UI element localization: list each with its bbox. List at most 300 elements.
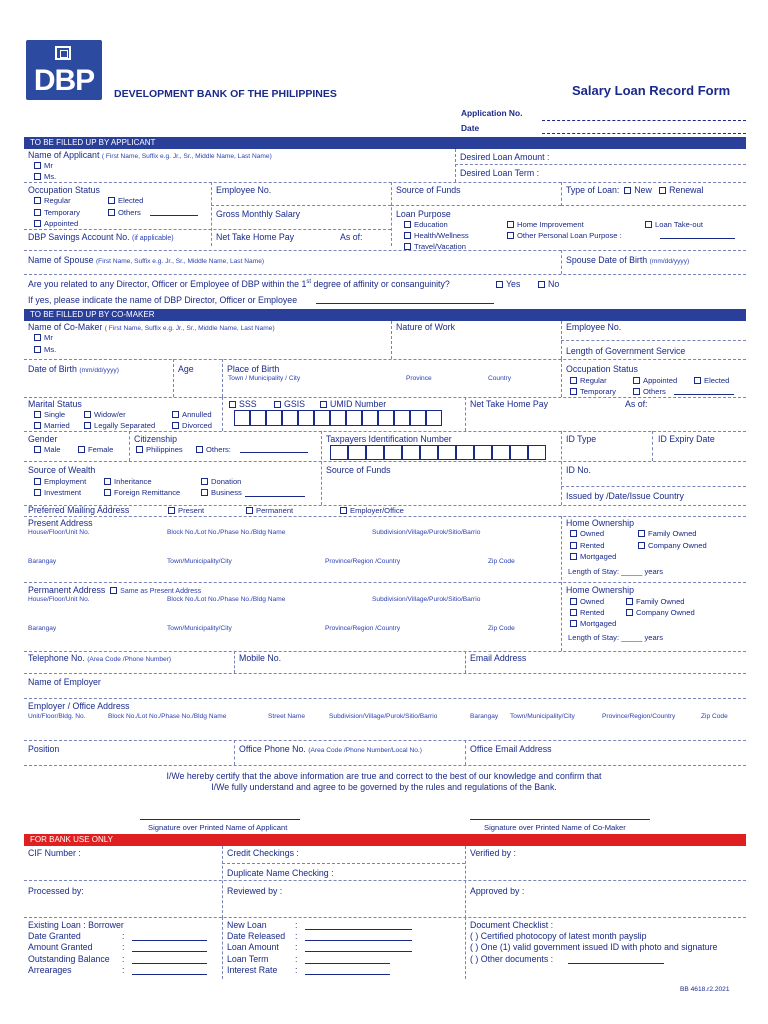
- checkbox-icon[interactable]: [84, 411, 91, 418]
- divider: [391, 182, 392, 246]
- checkbox-icon[interactable]: [633, 377, 640, 384]
- female-option[interactable]: [78, 445, 113, 454]
- divorced-label: Divorced: [182, 421, 212, 430]
- digit-box[interactable]: [438, 445, 456, 460]
- citizenship-others-label: Others:: [206, 445, 231, 454]
- present-label: Present: [178, 506, 205, 515]
- divorced-option[interactable]: [172, 421, 212, 430]
- divider: [391, 321, 392, 359]
- desired-term-label: Desired Loan Term :: [460, 168, 540, 178]
- amount-granted-field[interactable]: [132, 951, 207, 952]
- family-owned-option[interactable]: [638, 529, 697, 538]
- colon: :: [122, 965, 125, 975]
- checkbox-icon[interactable]: [507, 221, 514, 228]
- digit-box[interactable]: [492, 445, 510, 460]
- checkbox-icon[interactable]: [404, 232, 411, 239]
- company-owned-option[interactable]: [638, 541, 707, 550]
- id-type-label: ID Type: [566, 434, 597, 444]
- digit-box[interactable]: [420, 445, 438, 460]
- widower-option[interactable]: [84, 410, 126, 419]
- digit-box[interactable]: [384, 445, 402, 460]
- digit-box[interactable]: [298, 410, 314, 426]
- others-option[interactable]: [108, 208, 141, 217]
- digit-box[interactable]: [250, 410, 266, 426]
- checkbox-icon[interactable]: [196, 446, 203, 453]
- length-service-label: Length of Government Service: [566, 346, 686, 356]
- company-owned-label: Company Owned: [636, 608, 695, 617]
- comaker-mr-option[interactable]: [34, 333, 53, 342]
- divider: [24, 461, 746, 462]
- home-ownership-label: Home Ownership: [566, 518, 634, 528]
- new-loan-field[interactable]: [305, 929, 412, 930]
- checkbox-icon[interactable]: [694, 377, 701, 384]
- digit-box[interactable]: [234, 410, 250, 426]
- colon: :: [122, 942, 125, 952]
- applicant-ms-option[interactable]: [34, 172, 56, 181]
- country-hint: Country: [488, 375, 512, 382]
- checkbox-icon[interactable]: [507, 232, 514, 239]
- company-owned-label: Company Owned: [648, 541, 707, 550]
- dbp-officer-name-field[interactable]: [316, 303, 494, 304]
- elected-label: Elected: [704, 376, 730, 385]
- health-option[interactable]: [404, 231, 469, 240]
- digit-box[interactable]: [366, 445, 384, 460]
- digit-box[interactable]: [456, 445, 474, 460]
- divider: [465, 917, 466, 979]
- divider: [24, 880, 746, 881]
- zip-hint: Zip Code: [488, 558, 515, 565]
- business-option[interactable]: [201, 488, 242, 497]
- if-yes-label: If yes, please indicate the name of DBP Director, Officer or Employee: [28, 295, 298, 305]
- certify-line-2: I/We fully understand and agree to be governed by the rules and regulations of the Bank.: [211, 782, 557, 792]
- umid-option[interactable]: [320, 399, 386, 409]
- checkbox-icon[interactable]: [645, 221, 652, 228]
- gender-label: Gender: [28, 434, 58, 444]
- form-title: Salary Loan Record Form: [572, 83, 731, 98]
- comaker-dob-hint: (mm/dd/yyyy): [79, 367, 119, 374]
- employer-address-label: Employer / Office Address: [28, 701, 130, 711]
- divider: [561, 516, 562, 651]
- applicant-signature-line[interactable]: [140, 819, 300, 820]
- checkbox-icon[interactable]: [34, 446, 41, 453]
- comaker-section-bar: TO BE FILLED UP BY CO-MAKER: [24, 309, 746, 321]
- checkbox-icon[interactable]: [172, 411, 179, 418]
- gsis-label: GSIS: [284, 399, 306, 409]
- investment-label: Investment: [44, 488, 82, 497]
- cif-label: CIF Number :: [28, 848, 81, 858]
- digit-box[interactable]: [378, 410, 394, 426]
- comaker-net-take-home-label: Net Take Home Pay: [470, 399, 549, 409]
- checkbox-icon[interactable]: [168, 507, 175, 514]
- divider: [465, 651, 466, 673]
- digit-box[interactable]: [410, 410, 426, 426]
- owned-option-2[interactable]: [570, 597, 604, 606]
- divider: [222, 846, 223, 918]
- if-applicable-hint: (if applicable): [132, 235, 174, 242]
- male-option[interactable]: [34, 445, 60, 454]
- checkbox-icon[interactable]: [110, 587, 117, 594]
- digit-box[interactable]: [426, 410, 442, 426]
- office-phone-label: [239, 744, 422, 754]
- elected-option[interactable]: [108, 196, 143, 205]
- divider: [24, 229, 391, 230]
- town-city-hint: Town/Municipality/City: [167, 625, 232, 632]
- digit-box[interactable]: [330, 410, 346, 426]
- female-label: Female: [88, 445, 114, 454]
- digit-box[interactable]: [402, 445, 420, 460]
- divider: [24, 359, 746, 360]
- checkbox-icon[interactable]: [34, 346, 41, 353]
- arrearages-label: Arrearages: [28, 965, 72, 975]
- colon: :: [295, 954, 298, 964]
- type-of-loan-label: [566, 185, 703, 195]
- investment-option[interactable]: [34, 488, 81, 497]
- divider: [561, 250, 562, 274]
- ms-label: Ms.: [44, 345, 57, 354]
- health-label: Health/Wellness: [414, 231, 469, 240]
- dbp-logo: [26, 40, 102, 100]
- checkbox-icon[interactable]: [34, 489, 41, 496]
- digit-box[interactable]: [282, 410, 298, 426]
- single-option[interactable]: [34, 410, 65, 419]
- barangay-hint-2: Barangay: [470, 713, 499, 720]
- divider: [222, 863, 465, 864]
- digit-box[interactable]: [330, 445, 348, 460]
- mortgaged-option[interactable]: [570, 552, 616, 561]
- new-loan-label: New Loan: [227, 920, 267, 930]
- checkbox-icon[interactable]: [172, 422, 179, 429]
- comaker-temporary-option[interactable]: [570, 387, 616, 396]
- digit-box[interactable]: [510, 445, 528, 460]
- divider: [652, 431, 653, 461]
- travel-label: Travel/Vacation: [414, 242, 466, 251]
- divider: [465, 846, 466, 918]
- owned-label: Owned: [580, 529, 605, 538]
- employer-name-label: Name of Employer: [28, 677, 101, 687]
- checkbox-icon[interactable]: [136, 446, 143, 453]
- loan-amount-field[interactable]: [305, 951, 412, 952]
- other-documents-field[interactable]: [568, 963, 664, 964]
- arrearages-field[interactable]: [132, 974, 207, 975]
- applicant-name-label: [28, 150, 272, 160]
- checkbox-icon[interactable]: [570, 542, 577, 549]
- date-granted-field[interactable]: [132, 940, 207, 941]
- appointed-label: Appointed: [44, 219, 79, 228]
- digit-box[interactable]: [362, 410, 378, 426]
- checkbox-icon[interactable]: [570, 598, 577, 605]
- citizenship-label: Citizenship: [134, 434, 178, 444]
- loan-term-field[interactable]: [305, 963, 390, 964]
- divider: [455, 149, 456, 182]
- divider: [24, 431, 746, 432]
- digit-box[interactable]: [314, 410, 330, 426]
- date-released-field[interactable]: [305, 940, 412, 941]
- checkbox-icon[interactable]: [34, 173, 41, 180]
- comaker-others-field[interactable]: [674, 394, 734, 395]
- house-hint: House/Floor/Unit No.: [28, 529, 90, 536]
- sss-option[interactable]: [229, 399, 257, 409]
- foreign-remittance-label: Foreign Remittance: [114, 488, 181, 497]
- mr-label: Mr: [44, 333, 53, 342]
- office-email-label: Office Email Address: [470, 744, 552, 754]
- street-hint: Street Name: [268, 713, 306, 720]
- checkbox-icon[interactable]: [34, 162, 41, 169]
- checkbox-icon[interactable]: [570, 377, 577, 384]
- other-personal-field[interactable]: [660, 238, 735, 239]
- office-phone-hint: (Area Code /Phone Number/Local No.): [308, 747, 422, 754]
- application-no-field[interactable]: [542, 120, 746, 121]
- related-yes-option[interactable]: [496, 279, 520, 289]
- digit-box[interactable]: [346, 410, 362, 426]
- digit-box[interactable]: [528, 445, 546, 460]
- temporary-option[interactable]: [34, 208, 80, 217]
- checkbox-icon[interactable]: [104, 489, 111, 496]
- mortgaged-label: Mortgaged: [580, 552, 617, 561]
- doc-payslip-item[interactable]: ( ) Certified photocopy of latest month payslip: [470, 931, 647, 941]
- owned-option[interactable]: [570, 529, 604, 538]
- unit-floor-hint: Unit/Floor/Bldg. No.: [28, 713, 86, 720]
- comaker-ms-option[interactable]: [34, 345, 56, 354]
- umid-label: UMID Number: [330, 399, 387, 409]
- male-label: Male: [44, 445, 61, 454]
- home-improvement-option[interactable]: [507, 220, 584, 229]
- appointed-label: Appointed: [643, 376, 678, 385]
- annulled-label: Annulled: [182, 410, 212, 419]
- digit-box[interactable]: [474, 445, 492, 460]
- comaker-occupation-label: Occupation Status: [566, 364, 638, 374]
- related-question-text: Are you related to any Director, Officer or Employee of DBP within the 1: [28, 279, 307, 289]
- related-no-option[interactable]: [538, 279, 559, 289]
- interest-rate-label: Interest Rate: [227, 965, 278, 975]
- family-owned-option-2[interactable]: [626, 597, 685, 606]
- checkbox-icon[interactable]: [570, 553, 577, 560]
- doc-other-item[interactable]: ( ) Other documents :: [470, 954, 554, 964]
- loan-takeout-option[interactable]: [645, 220, 703, 229]
- checkbox-icon[interactable]: [78, 446, 85, 453]
- checkbox-icon[interactable]: [633, 388, 640, 395]
- employee-no-label: Employee No.: [216, 185, 272, 195]
- donation-label: Donation: [211, 477, 242, 486]
- mailing-label: Preferred Mailing Address: [28, 505, 130, 515]
- colon: :: [122, 954, 125, 964]
- checkbox-icon[interactable]: [496, 281, 503, 288]
- others-label: Others: [643, 387, 666, 396]
- colon: :: [295, 920, 298, 930]
- divider: [222, 397, 223, 431]
- comaker-signature-label: Signature over Printed Name of Co-Maker: [484, 823, 626, 832]
- block-hint: Block No./Lot No./Phase No./Bldg Name: [167, 529, 286, 536]
- applicant-section-bar: TO BE FILLED UP BY APPLICANT: [24, 137, 746, 149]
- province-hint-2: Province/Region/Country: [602, 713, 676, 720]
- checkbox-icon[interactable]: [638, 530, 645, 537]
- province-hint: Province: [406, 375, 432, 382]
- divider: [24, 182, 746, 183]
- form-code: BB 4618.r2.2021: [680, 986, 730, 993]
- loan-takeout-label: Loan Take-out: [655, 220, 703, 229]
- province-country-hint: Province/Region /Country: [325, 558, 401, 565]
- legally-separated-option[interactable]: [84, 421, 155, 430]
- employer-office-label: Employer/Office: [350, 506, 404, 515]
- foreign-remittance-option[interactable]: [104, 488, 180, 497]
- divider: [561, 182, 562, 206]
- doc-id-item[interactable]: ( ) One (1) valid government issued ID with photo and signature: [470, 942, 718, 952]
- id-no-label: ID No.: [566, 465, 591, 475]
- checkbox-icon[interactable]: [34, 411, 41, 418]
- checkbox-icon[interactable]: [404, 221, 411, 228]
- checkbox-icon[interactable]: [34, 209, 41, 216]
- education-label: Education: [414, 220, 448, 229]
- checkbox-icon[interactable]: [34, 197, 41, 204]
- inheritance-option[interactable]: [104, 477, 152, 486]
- divider: [24, 397, 746, 398]
- divider: [321, 431, 322, 505]
- citizenship-others-option[interactable]: [196, 445, 231, 454]
- application-no-label: Application No.: [461, 108, 523, 118]
- married-option[interactable]: [34, 421, 70, 430]
- related-question-text-2: degree of affinity or consanguinity?: [311, 279, 450, 289]
- new-checkbox-icon[interactable]: [624, 187, 631, 194]
- block-hint-2: Block No./Lot No./Phase No./Bldg Name: [108, 713, 227, 720]
- others-field[interactable]: [150, 215, 198, 216]
- digit-box[interactable]: [266, 410, 282, 426]
- checkbox-icon[interactable]: [108, 209, 115, 216]
- checkbox-icon[interactable]: [34, 478, 41, 485]
- place-birth-label: Place of Birth: [227, 364, 280, 374]
- philippines-option[interactable]: [136, 445, 183, 454]
- checkbox-icon[interactable]: [201, 478, 208, 485]
- related-question: [28, 279, 450, 289]
- checkbox-icon[interactable]: [34, 220, 41, 227]
- checkbox-icon[interactable]: [404, 243, 411, 250]
- date-granted-label: Date Granted: [28, 931, 81, 941]
- employment-option[interactable]: [34, 477, 86, 486]
- type-of-loan-text: Type of Loan:: [566, 185, 620, 195]
- regular-label: Regular: [580, 376, 607, 385]
- divider: [24, 274, 746, 275]
- divider: [391, 205, 561, 206]
- divider: [24, 250, 746, 251]
- barangay-hint: Barangay: [28, 558, 57, 565]
- comaker-employee-no-label: Employee No.: [566, 322, 622, 332]
- mailing-employer-option[interactable]: [340, 506, 404, 515]
- mortgaged-option-2[interactable]: [570, 619, 616, 628]
- checkbox-icon[interactable]: [246, 507, 253, 514]
- checkbox-icon[interactable]: [34, 334, 41, 341]
- checkbox-icon[interactable]: [570, 530, 577, 537]
- occupation-status-label: Occupation Status: [28, 185, 100, 195]
- checkbox-icon[interactable]: [108, 197, 115, 204]
- checkbox-icon[interactable]: [638, 542, 645, 549]
- zip-hint-2: Zip Code: [701, 713, 728, 720]
- divider: [561, 486, 746, 487]
- checkbox-icon[interactable]: [570, 609, 577, 616]
- rented-option[interactable]: [570, 541, 605, 550]
- mr-label: Mr: [44, 161, 53, 170]
- family-owned-label: Family Owned: [648, 529, 697, 538]
- digit-box[interactable]: [348, 445, 366, 460]
- company-owned-option-2[interactable]: [626, 608, 695, 617]
- approved-by-label: Approved by :: [470, 886, 525, 896]
- business-field[interactable]: [245, 496, 305, 497]
- date-field[interactable]: [542, 133, 746, 134]
- donation-option[interactable]: [201, 477, 241, 486]
- checkbox-icon[interactable]: [104, 478, 111, 485]
- rented-option-2[interactable]: [570, 608, 605, 617]
- subdivision-hint: Subdivision/Village/Purok/Sitio/Barrio: [372, 529, 481, 536]
- renewal-checkbox-icon[interactable]: [659, 187, 666, 194]
- interest-rate-field[interactable]: [305, 974, 390, 975]
- comaker-elected-option[interactable]: [694, 376, 729, 385]
- regular-option[interactable]: [34, 196, 71, 205]
- source-wealth-label: Source of Wealth: [28, 465, 96, 475]
- mailing-present-option[interactable]: [168, 506, 204, 515]
- divider: [211, 182, 212, 246]
- annulled-option[interactable]: [172, 410, 212, 419]
- checkbox-icon[interactable]: [229, 401, 236, 408]
- gsis-option[interactable]: [274, 399, 305, 409]
- regular-label: Regular: [44, 196, 71, 205]
- town-hint: Town / Municipality / City: [228, 375, 301, 382]
- checkbox-icon[interactable]: [84, 422, 91, 429]
- appointed-option[interactable]: [34, 219, 78, 228]
- rented-label: Rented: [580, 608, 605, 617]
- checkbox-icon[interactable]: [570, 388, 577, 395]
- logo-text: DBP: [33, 64, 95, 97]
- citizenship-others-field[interactable]: [240, 452, 308, 453]
- comaker-name-text: Name of Co-Maker: [28, 322, 103, 332]
- other-personal-option[interactable]: [507, 231, 622, 240]
- duplicate-check-label: Duplicate Name Checking :: [227, 868, 334, 878]
- comaker-name-label: [28, 322, 275, 332]
- mailing-permanent-option[interactable]: [246, 506, 293, 515]
- digit-box[interactable]: [394, 410, 410, 426]
- checkbox-icon[interactable]: [538, 281, 545, 288]
- permanent-address-text: Permanent Address: [28, 585, 106, 595]
- length-stay-text: Length of Stay:: [568, 567, 620, 576]
- divider: [129, 431, 130, 461]
- date-released-label: Date Released: [227, 931, 286, 941]
- outstanding-field[interactable]: [132, 963, 207, 964]
- certify-line-1: I/We hereby certify that the above information are true and correct to the best of our knowledge and confirm that: [166, 771, 602, 781]
- comaker-appointed-option[interactable]: [633, 376, 677, 385]
- colon: :: [295, 931, 298, 941]
- issued-by-label: Issued by /Date/Issue Country: [566, 491, 684, 501]
- checkbox-icon[interactable]: [626, 609, 633, 616]
- checkbox-icon[interactable]: [274, 401, 281, 408]
- id-expiry-label: ID Expiry Date: [658, 434, 715, 444]
- colon: :: [295, 965, 298, 975]
- home-ownership-label-2: Home Ownership: [566, 585, 634, 595]
- checkbox-icon[interactable]: [201, 489, 208, 496]
- yes-label: Yes: [506, 279, 521, 289]
- rented-label: Rented: [580, 541, 605, 550]
- checkbox-icon[interactable]: [626, 598, 633, 605]
- reviewed-by-label: Reviewed by :: [227, 886, 283, 896]
- checkbox-icon[interactable]: [570, 620, 577, 627]
- comaker-regular-option[interactable]: [570, 376, 607, 385]
- comaker-signature-line[interactable]: [470, 819, 650, 820]
- renewal-label: Renewal: [669, 185, 704, 195]
- comaker-others-option[interactable]: [633, 387, 666, 396]
- checkbox-icon[interactable]: [340, 507, 347, 514]
- checkbox-icon[interactable]: [34, 422, 41, 429]
- desired-amount-label: Desired Loan Amount :: [460, 152, 550, 162]
- checkbox-icon[interactable]: [320, 401, 327, 408]
- business-label: Business: [211, 488, 242, 497]
- education-option[interactable]: [404, 220, 448, 229]
- related-question-sup: st: [306, 279, 312, 286]
- applicant-mr-option[interactable]: [34, 161, 53, 170]
